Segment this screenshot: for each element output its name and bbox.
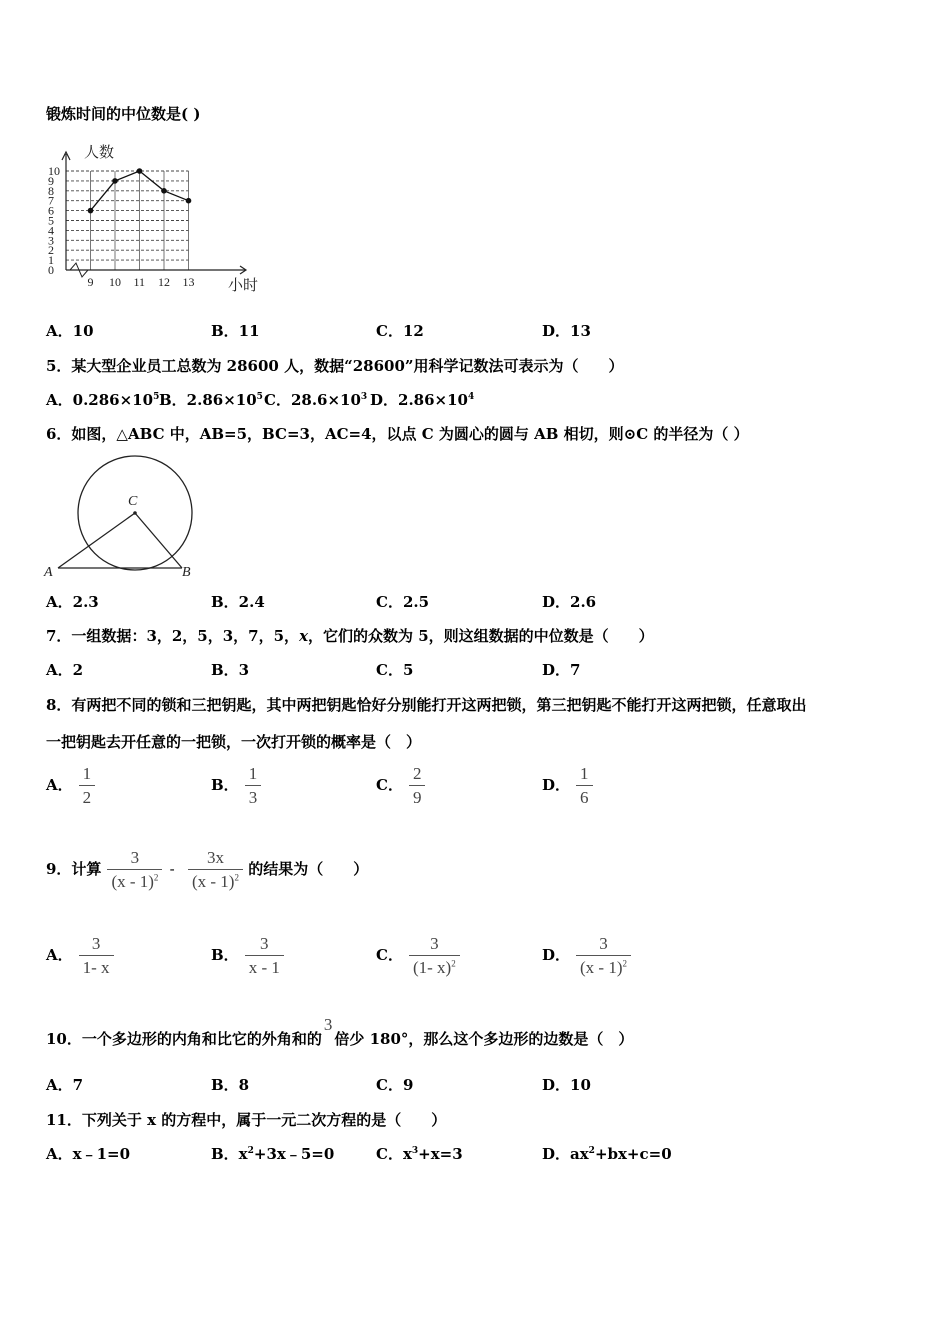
option-d[interactable]: D． $\frac{1}{6}$ (542, 764, 593, 808)
q8-stem-line2: 一把钥匙去开任意的一把锁，一次打开锁的概率是（ ） (46, 733, 422, 751)
option-d[interactable]: D．7 (542, 661, 581, 679)
option-c[interactable]: C．$x^3+x=3$ (376, 1145, 463, 1163)
chart-data-point (137, 168, 143, 174)
q7-stem: 7．一组数据：3，2，5，3，7，5，x，它们的众数为 5，则这组数据的中位数是（ ） (46, 627, 654, 645)
option-d[interactable]: D．$ax^2+bx+c=0$ (542, 1145, 672, 1163)
chart-data-point (112, 178, 118, 184)
chart-y-tick-label: 2 (48, 243, 54, 258)
chart-x-tick-label: 13 (182, 275, 195, 289)
option-a[interactable]: A．2 (46, 661, 84, 679)
chart-xlabel: 小时 (228, 278, 259, 294)
option-d[interactable]: D．10 (542, 1076, 591, 1094)
chart-x-tick-label: 10 (109, 275, 121, 289)
chart-y-tick-label: 9 (48, 173, 54, 188)
option-c[interactable]: C．5 (376, 661, 414, 679)
chart-y-tick-label: 7 (48, 193, 54, 208)
chart-data-point (88, 208, 94, 214)
option-d[interactable]: D．13 (542, 322, 591, 340)
q5-stem: 5．某大型企业员工总数为 28600 人，数据“28600”用科学记数法可表示为（ ） (46, 357, 624, 375)
option-a[interactable]: A． $\frac{3}{1- x}$ (46, 934, 114, 978)
label-b: B (182, 565, 191, 580)
option-b[interactable]: B． $\frac{3}{x - 1}$ (211, 934, 284, 978)
option-a[interactable]: A．10 (46, 322, 94, 340)
option-b[interactable]: B．2.4 (211, 593, 265, 611)
option-c[interactable]: C．9 (376, 1076, 414, 1094)
q8-stem-line1: 8．有两把不同的锁和三把钥匙，其中两把钥匙恰好分别能打开这两把锁，第三把钥匙不能打开这两把锁，任意取出 (46, 696, 807, 714)
q9-stem: 9．计算 $\frac{3}{(x - 1)^2}$ - $\frac{3x}{(x - 1)^2}$ 的结果为（ ） (46, 848, 369, 891)
option-c[interactable]: C．2.5 (376, 593, 430, 611)
chart-y-tick-label: 6 (48, 203, 54, 218)
option-a[interactable]: A．2.3 (46, 593, 99, 611)
point-c (133, 511, 137, 515)
q9-fraction-1: $\frac{3}{(x - 1)^2}$ (107, 848, 162, 892)
chart-data-point (161, 188, 167, 194)
option-c[interactable]: C．12 (376, 322, 424, 340)
chart-ylabel: 人数 (84, 145, 115, 161)
q9-fraction-2: $\frac{3x}{(x - 1)^2}$ (188, 848, 243, 892)
option-c[interactable]: C． $\frac{2}{9}$ (376, 764, 425, 808)
q4-stem: 锻炼时间的中位数是( ) (46, 105, 201, 123)
chart-y-tick-label: 5 (48, 213, 54, 228)
segment-bc (135, 513, 182, 568)
label-a: A (44, 565, 53, 580)
triangle-circle-figure (40, 450, 210, 582)
option-a[interactable]: A．7 (46, 1076, 84, 1094)
chart-y-tick-label: 4 (48, 223, 54, 238)
option-b[interactable]: B．$x^2+3x﹣5=0$ (211, 1145, 335, 1163)
chart-y-tick-label: 1 (48, 253, 54, 268)
chart-y-tick-label: 10 (48, 164, 60, 178)
q10-stem: 10．一个多边形的内角和比它的外角和的3倍少 180°，那么这个多边形的边数是（ ） (46, 1015, 634, 1048)
option-d[interactable]: D． $\frac{3}{(x - 1)^2}$ (542, 934, 631, 978)
option-a[interactable]: A．x﹣1=0 (46, 1145, 131, 1163)
chart-x-tick-label: 11 (133, 275, 146, 289)
option-c[interactable]: C．$28.6\times 10^3$ (264, 391, 368, 409)
option-c[interactable]: C． $\frac{3}{(1- x)^2}$ (376, 934, 460, 978)
chart-y-tick-label: 8 (48, 183, 54, 198)
option-b[interactable]: B． $\frac{1}{3}$ (211, 764, 261, 808)
chart-x-tick-label: 12 (158, 275, 170, 289)
segment-ac (58, 513, 135, 568)
option-d[interactable]: D．$2.86\times 10^4$ (370, 391, 475, 409)
option-b[interactable]: B．$2.86\times 10^5$ (159, 391, 263, 409)
q6-stem: 6．如图，△ABC 中，AB=5，BC=3，AC=4，以点 C 为圆心的圆与 AB 相切，则⊙C 的半径为（ ） (46, 425, 749, 443)
q11-stem: 11．下列关于 x 的方程中，属于一元二次方程的是（ ） (46, 1111, 447, 1129)
option-b[interactable]: B．3 (211, 661, 250, 679)
chart-data-point (186, 198, 192, 204)
chart-y-tick-label: 3 (48, 233, 54, 248)
chart-y-tick-label: 0 (48, 263, 54, 277)
option-d[interactable]: D．2.6 (542, 593, 597, 611)
option-b[interactable]: B．11 (211, 322, 260, 340)
option-b[interactable]: B．8 (211, 1076, 250, 1094)
label-c: C (128, 494, 138, 509)
chart-x-tick-label: 9 (87, 275, 94, 289)
option-a[interactable]: A． $\frac{1}{2}$ (46, 764, 95, 808)
median-line-chart (40, 140, 270, 298)
option-a[interactable]: A．$0.286\times 10^5$ (46, 391, 160, 409)
